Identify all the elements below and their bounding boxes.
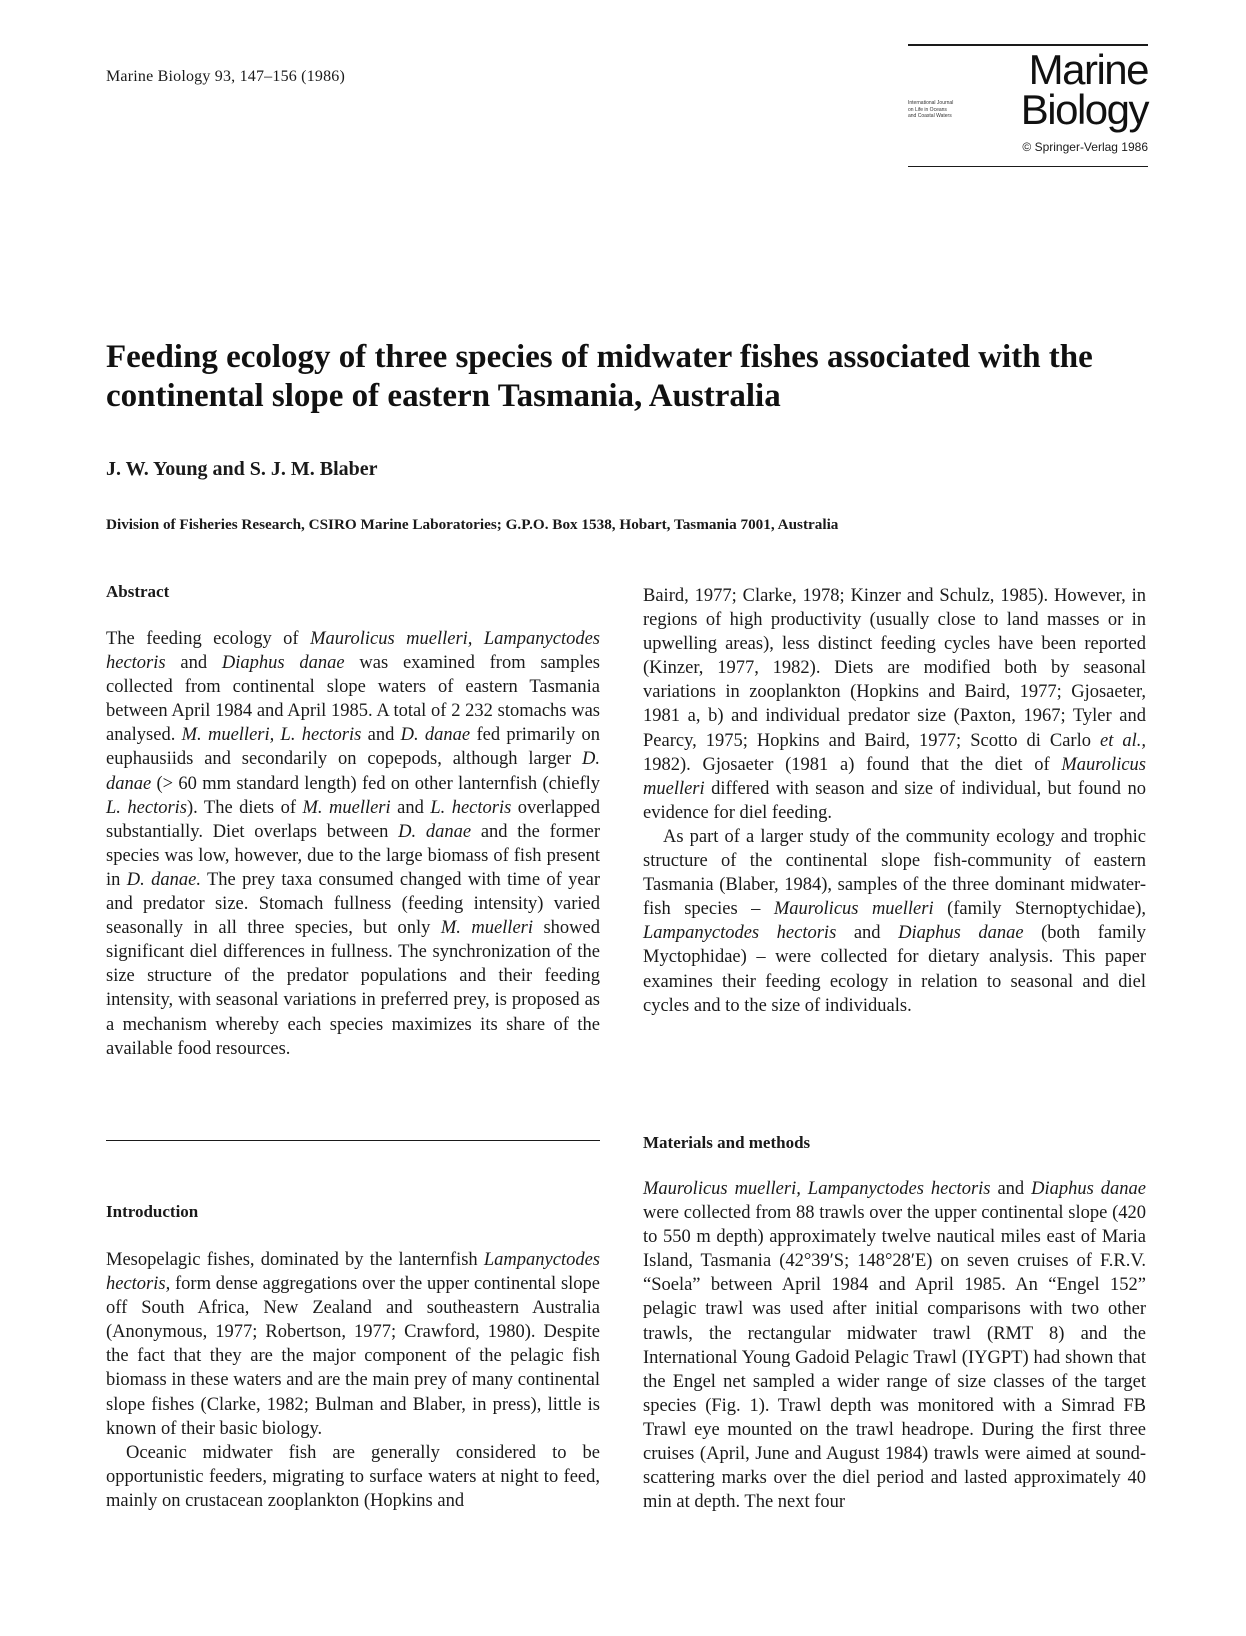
affiliation: Division of Fisheries Research, CSIRO Marine Laboratories; G.P.O. Box 1538, Hobart, Tasmania 7001, Australia bbox=[106, 516, 839, 533]
right-column-body bbox=[643, 584, 1146, 1018]
logo-tagline-line: International Journal bbox=[908, 100, 954, 106]
logo-tagline-line: and Coastal Waters bbox=[908, 113, 952, 119]
copyright-notice: © Springer-Verlag 1986 bbox=[1022, 140, 1148, 154]
body-paragraph: Baird, 1977; Clarke, 1978; Kinzer and Schulz, 1985). However, in regions of high productivity (usually close to land masses or in upwelling areas), less distinct feeding cycles have been reported (Kinzer, 1977, 1982). Diets are modified both by seasonal variations in zooplankton (Hopkins and Baird, 1977; Gjosaeter, 1981 a, b) and individual predator size (Paxton, 1967; Tyler and Pearcy, 1975; Hopkins and Baird, 1977; Scotto di Carlo et al., 1982). Gjosaeter (1981 a) found that the diet of Maurolicus muelleri differed with season and size of individual, but found no evidence for diel feeding. bbox=[643, 586, 1146, 823]
logo-word-biology: Biology bbox=[1020, 86, 1148, 133]
journal-logo bbox=[908, 44, 1148, 170]
abstract-paragraph: The feeding ecology of Maurolicus muelleri, Lampanyctodes hectoris and Diaphus danae was examined from samples collected from continental slope waters of eastern Tasmania between April 1984 and April 1985. A total of 2 232 stomachs was analysed. M. muelleri, L. hectoris and D. danae fed primarily on euphausiids and secondarily on copepods, although larger D. danae (> 60 mm standard length) fed on other lanternfish (chiefly L. hectoris). The diets of M. muelleri and L. hectoris overlapped substantially. Diet overlaps between D. danae and the former species was low, however, due to the large biomass of fish present in D. danae. The prey taxa consumed changed with time of year and predator size. Stomach fullness (feeding intensity) varied seasonally in all three species, but only M. muelleri showed significant diel differences in fullness. The synchronization of the size structure of the predator populations and their feeding intensity, with seasonal variations in preferred prey, is proposed as a mechanism whereby each species maximizes its share of the available food resources. bbox=[106, 629, 600, 1059]
methods-body bbox=[643, 1177, 1146, 1514]
introduction-paragraph: Oceanic midwater fish are generally considered to be opportunistic feeders, migrating to surface waters at night to feed, mainly on crustacean zooplankton (Hopkins and bbox=[106, 1442, 600, 1511]
journal-reference: Marine Biology 93, 147–156 (1986) bbox=[106, 68, 346, 85]
methods-heading: Materials and methods bbox=[643, 1133, 811, 1152]
methods-paragraph: Maurolicus muelleri, Lampanyctodes hectoris and Diaphus danae were collected from 88 trawls over the upper continental slope (420 to 550 m depth) approximately twelve nautical miles east of Maria Island, Tasmania (42°39′S; 148°28′E) on seven cruises of F.R.V. “Soela” between April 1984 and April 1985. An “Engel 152” pelagic trawl was used after initial comparisons with two other trawls, the rectangular midwater trawl (RMT 8) and the International Young Gadoid Pelagic Trawl (IYGPT) had shown that the Engel net sampled a wider range of size classes of the target species (Fig. 1). Trawl depth was monitored with a Simrad FB Trawl eye mounted on the trawl headrope. During the first three cruises (April, June and August 1984) trawls were aimed at sound-scattering marks over the diel period and lasted approximately 40 min at depth. The next four bbox=[643, 1179, 1146, 1513]
abstract-heading: Abstract bbox=[106, 582, 170, 601]
logo-tagline bbox=[908, 100, 998, 120]
logo-divider bbox=[908, 166, 1148, 167]
introduction-body bbox=[106, 1248, 600, 1513]
body-paragraph: As part of a larger study of the community ecology and trophic structure of the continental slope fish-community of eastern Tasmania (Blaber, 1984), samples of the three dominant midwater-fish species – Maurolicus muelleri (family Sternoptychidae), Lampanyctodes hectoris and Diaphus danae (both family Myctophidae) – were collected for dietary analysis. This paper examines their feeding ecology in relation to seasonal and diel cycles and to the size of individuals. bbox=[643, 826, 1147, 1016]
logo-tagline-line: on Life in Oceans bbox=[908, 106, 947, 113]
logo-word-marine: Marine bbox=[1028, 46, 1148, 93]
introduction-heading: Introduction bbox=[106, 1202, 199, 1221]
abstract-body bbox=[106, 627, 600, 1061]
authors: J. W. Young and S. J. M. Blaber bbox=[106, 458, 378, 480]
introduction-paragraph: Mesopelagic fishes, dominated by the lanternfish Lampanyctodes hectoris, form dense aggregations over the upper continental slope off South Africa, New Zealand and southeastern Australia (Anonymous, 1977; Robertson, 1977; Crawford, 1980). Despite the fact that they are the major component of the pelagic fish biomass in these waters and are the main prey of many continental slope fishes (Clarke, 1982; Bulman and Blaber, in press), little is known of their basic biology. bbox=[106, 1250, 600, 1439]
paper-title: Feeding ecology of three species of midwater fishes associated with the continental slope of eastern Tasmania, Australia bbox=[106, 339, 1093, 414]
section-divider bbox=[106, 1140, 600, 1141]
